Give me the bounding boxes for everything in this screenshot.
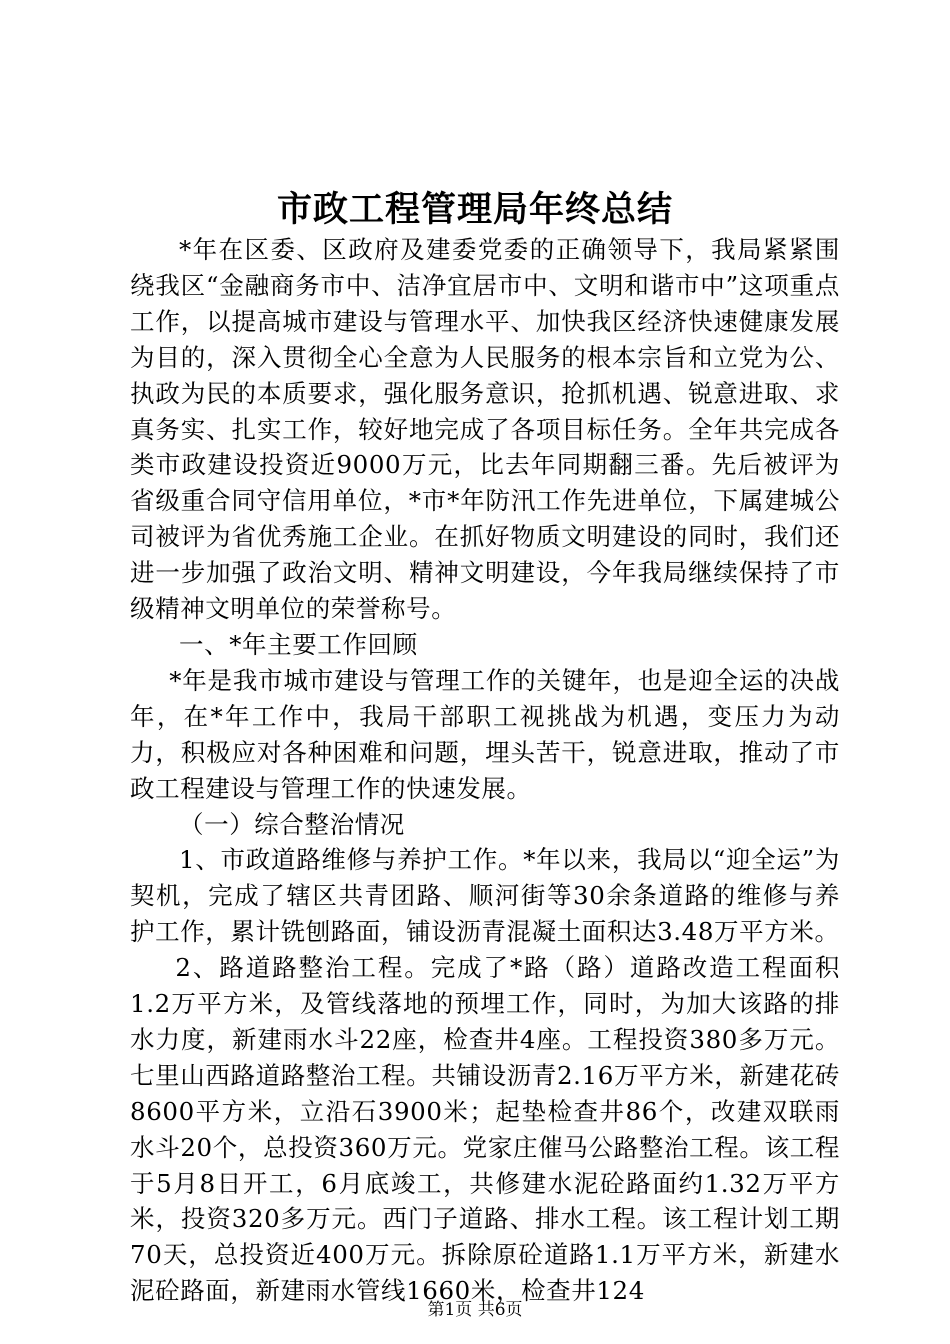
paragraph-road-renovation: 2、路道路整治工程。完成了*路（路）道路改造工程面积1.2万平方米，及管线落地的预埋工作，同时，为加大该路的排水力度，新建雨水斗22座，检查井4座。工程投资380多万元。七里山西路道路整治工程。共铺设沥青2.16万平方米，新建花砖8600平方米，立沿石3900米；起垫检查井86个，改建双联雨水斗20个，总投资360万元。党家庄催马公路整治工程。该工程于5月8日开工，6月底竣工，共修建水泥砼路面约1.32万平方米，投资320多万元。西门子道路、排水工程。该工程计划工期70天，总投资近400万元。拆除原砼道路1.1万平方米，新建水泥砼路面，新建雨水管线1660米，检查井124 <box>130 953 840 1306</box>
paragraph-road-maintenance: 1、市政道路维修与养护工作。*年以来，我局以“迎全运”为契机，完成了辖区共青团路、顺河街等30余条道路的维修与养护工作，累计铣刨路面，铺设沥青混凝土面积达3.48万平方米。 <box>130 845 840 947</box>
paragraph-review: *年是我市城市建设与管理工作的关键年，也是迎全运的决战年，在*年工作中，我局干部职工视挑战为机遇，变压力为动力，积极应对各种困难和问题，埋头苦干，锐意进取，推动了市政工程建设与管理工作的快速发展。 <box>130 665 840 803</box>
paragraph-intro: *年在区委、区政府及建委党委的正确领导下，我局紧紧围绕我区“金融商务市中、洁净宜居市中、文明和谐市中”这项重点工作，以提高城市建设与管理水平、加快我区经济快速健康发展为目的，深入贯彻全心全意为人民服务的根本宗旨和立党为公、执政为民的本质要求，强化服务意识，抢抓机遇、锐意进取、求真务实、扎实工作，较好地完成了各项目标任务。全年共完成各类市政建设投资近9000万元，比去年同期翻三番。先后被评为省级重合同守信用单位，*市*年防汛工作先进单位，下属建城公司被评为省优秀施工企业。在抓好物质文明建设的同时，我们还进一步加强了政治文明、精神文明建设，今年我局继续保持了市级精神文明单位的荣誉称号。 <box>130 235 840 624</box>
document-title: 市政工程管理局年终总结 <box>276 189 673 230</box>
page-footer: 第1页 共6页 <box>427 1300 523 1320</box>
section-heading-review: 一、*年主要工作回顾 <box>179 629 418 659</box>
document-body <box>130 232 840 1309</box>
subsection-heading-renovation: （一）综合整治情况 <box>179 809 405 839</box>
